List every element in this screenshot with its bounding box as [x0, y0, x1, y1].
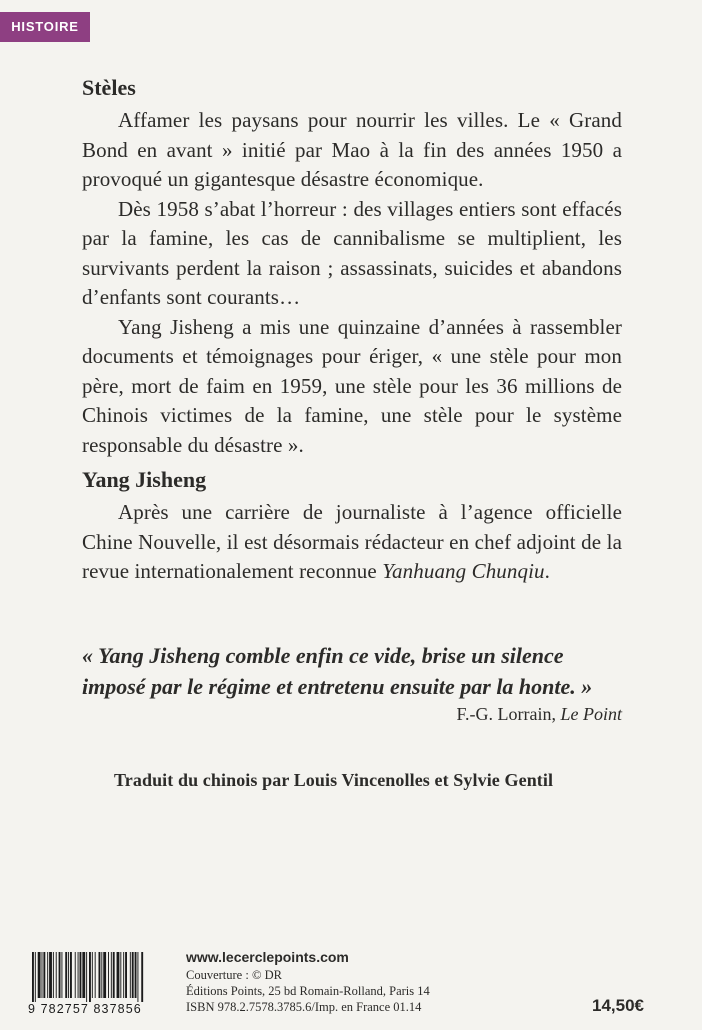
barcode-bar: [56, 952, 57, 998]
summary-paragraph-2: Dès 1958 s’abat l’horreur : des villages entiers sont effacés par la famine, les cas de cannibalisme se multiplient, les survivants perdent la raison ; assassinats, suicides et abandons d’enfants sont courants…: [82, 196, 622, 309]
barcode-bar: [137, 952, 138, 1002]
barcode-icon: [28, 952, 178, 1002]
book-title: Stèles: [82, 75, 136, 100]
category-label: HISTOIRE: [11, 19, 79, 34]
barcode-bar: [42, 952, 43, 998]
barcode-bar: [125, 952, 127, 998]
barcode-bar: [75, 952, 76, 998]
isbn-line: ISBN 978.2.7578.3785.6/Imp. en France 01.14: [186, 1000, 422, 1014]
barcode-bar: [89, 952, 91, 1002]
barcode-bar: [47, 952, 48, 998]
barcode-bar: [99, 952, 101, 998]
website-link[interactable]: www.lecerclepoints.com: [186, 949, 349, 965]
quote-text: « Yang Jisheng comble enfin ce vide, brise un silence imposé par le régime et entretenu ensuite par la honte. »: [82, 643, 593, 699]
barcode-bar: [141, 952, 143, 1002]
author-section: [82, 466, 622, 587]
barcode-bar: [113, 952, 115, 998]
price: 14,50€: [592, 996, 644, 1015]
author-name: Yang Jisheng: [82, 467, 207, 492]
summary-paragraph-1: Affamer les paysans pour nourrir les villes. Le « Grand Bond en avant » initié par Mao à la fin des années 1950 a provoqué un gigantesque désastre économique.: [82, 108, 622, 191]
barcode-bar: [70, 952, 72, 998]
barcode-bar: [53, 952, 54, 998]
barcode-bar: [123, 952, 124, 998]
translator-credit: Traduit du chinois par Louis Vincenolles et Sylvie Gentil: [114, 770, 554, 790]
summary-paragraph-3: Yang Jisheng a mis une quinzaine d’années à rassembler documents et témoignages pour ériger, « une stèle pour mon père, mort de faim en 1959, une stèle pour les 36 millions de Chinois victimes de la famine, une stèle pour le système responsable du désastre ».: [82, 314, 622, 457]
barcode-bar: [68, 952, 69, 998]
barcode-bar: [135, 952, 137, 998]
author-bio-text: Après une carrière de journaliste à l’agence officielle Chine Nouvelle, il est désormais rédacteur en chef adjoint de la revue internationalement reconnue: [82, 500, 622, 583]
barcode-bar: [103, 952, 106, 998]
barcode-bar: [61, 952, 62, 998]
barcode: [28, 952, 178, 1018]
barcode-bar: [35, 952, 36, 1002]
category-tag: [0, 12, 90, 42]
barcode-bar: [95, 952, 96, 998]
barcode-bar: [80, 952, 82, 998]
quote-author: F.-G. Lorrain,: [456, 704, 561, 724]
quote-source: Le Point: [560, 704, 622, 724]
book-summary-section: [82, 74, 622, 460]
publisher-address: Éditions Points, 25 bd Romain-Rolland, Paris 14: [186, 984, 430, 998]
barcode-bar: [86, 952, 87, 1002]
barcode-number: 9 782757 837856: [28, 1002, 142, 1016]
barcode-bar: [92, 952, 93, 998]
press-quote: [82, 640, 622, 726]
barcode-bar: [101, 952, 102, 998]
cover-credit: Couverture : © DR: [186, 968, 282, 982]
barcode-bar: [108, 952, 109, 998]
barcode-bar: [49, 952, 52, 998]
barcode-bar: [43, 952, 45, 998]
barcode-bar: [65, 952, 67, 998]
barcode-bar: [132, 952, 134, 998]
barcode-bar: [130, 952, 131, 998]
barcode-bar: [78, 952, 79, 998]
barcode-bar: [111, 952, 112, 998]
magazine-name: Yanhuang Chunqiu: [382, 559, 545, 583]
author-bio-end: .: [544, 559, 550, 583]
barcode-bar: [32, 952, 34, 1002]
publisher-info: [186, 948, 430, 1015]
author-bio: [82, 498, 622, 587]
barcode-bar: [82, 952, 85, 998]
barcode-bar: [38, 952, 41, 998]
quote-attribution: [82, 702, 622, 726]
barcode-bar: [120, 952, 121, 998]
barcode-bar: [117, 952, 120, 998]
barcode-bar: [59, 952, 61, 998]
